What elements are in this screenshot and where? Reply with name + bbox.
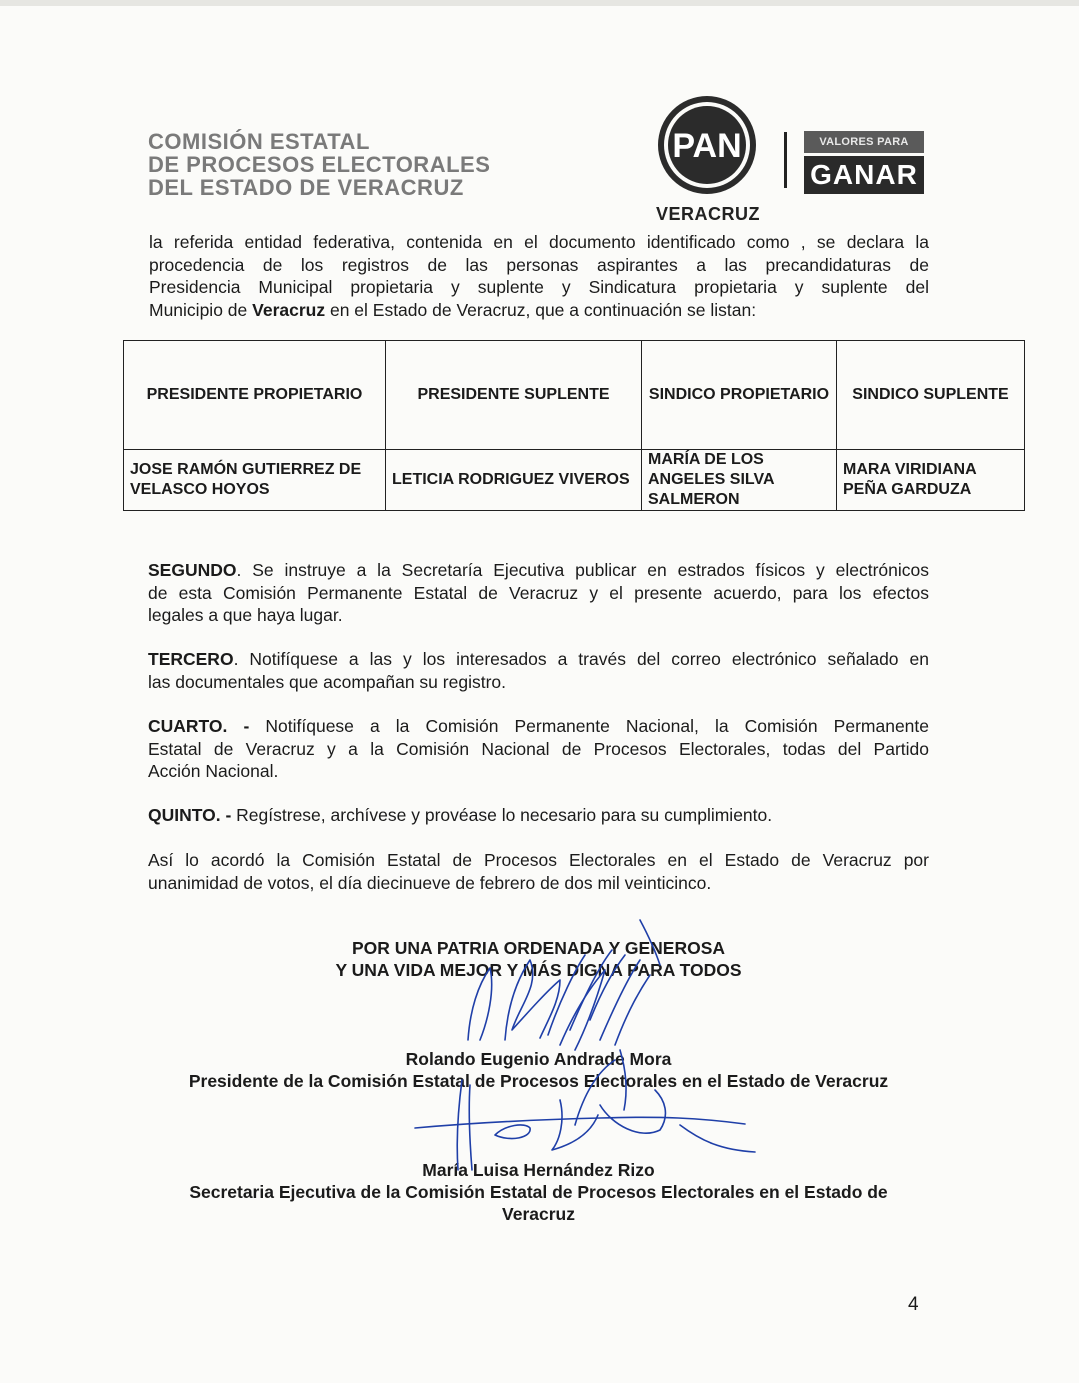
signature-stroke <box>552 1100 598 1150</box>
secretary-name: María Luisa Hernández Rizo <box>422 1160 655 1180</box>
intro-line <box>149 299 929 322</box>
intro-text: Municipio de <box>149 299 253 320</box>
table-cell: JOSE RAMÓN GUTIERREZ DE VELASCO HOYOS <box>124 450 386 511</box>
org-title-line-3: DEL ESTADO DE VERACRUZ <box>148 175 464 200</box>
paragraph-text: . Se instruye a la Secretaría Ejecutiva publicar en estrados físicos y electrónicos <box>236 560 929 580</box>
table-header-cell: PRESIDENTE PROPIETARIO <box>124 341 386 450</box>
signature-stroke <box>495 1125 530 1139</box>
logo-ganar: GANAR <box>804 156 924 194</box>
president-title: Presidente de la Comisión Estatal de Procesos Electorales en el Estado de Veracruz <box>188 1071 889 1091</box>
resolution-label: SEGUNDO <box>148 560 237 580</box>
signature-stroke <box>680 1125 755 1152</box>
table-header-row <box>124 341 1025 450</box>
intro-text: en el Estado de Veracruz, que a continuación se listan: <box>325 299 757 320</box>
paragraph-line: legales a que haya lugar. <box>148 605 343 625</box>
intro-line: Presidencia Municipal propietaria y suplente y Sindicatura propietaria y suplente del <box>149 277 929 297</box>
paragraph-text: Regístrese, archívese y provéase lo necesario para su cumplimiento. <box>231 805 773 825</box>
intro-paragraph <box>149 231 929 321</box>
org-title <box>148 130 490 199</box>
closing-paragraph <box>148 849 929 894</box>
secretary-signatory <box>148 1159 929 1225</box>
table-cell: LETICIA RODRIGUEZ VIVEROS <box>386 450 642 511</box>
paragraph-line: las documentales que acompañan su registro. <box>148 671 506 692</box>
motto-line: Y UNA VIDA MEJOR Y MÁS DIGNA PARA TODOS <box>335 960 742 980</box>
paragraph-text: . Notifíquese a las y los interesados a través del correo electrónico señalado en <box>233 649 929 669</box>
resolution-label: CUARTO. - <box>148 716 250 736</box>
intro-line: procedencia de los registros de las personas aspirantes a las precandidaturas de <box>149 254 929 275</box>
logo-veracruz: VERACRUZ <box>655 204 760 224</box>
page-edge <box>0 0 1079 6</box>
org-title-line-2: DE PROCESOS ELECTORALES <box>148 152 491 177</box>
president-name: Rolando Eugenio Andrade Mora <box>405 1049 672 1069</box>
paragraph-text: Notifíquese a la Comisión Permanente Nacional, la Comisión Permanente <box>249 716 930 736</box>
candidates-table <box>123 340 1025 511</box>
party-motto <box>148 937 929 981</box>
logo-divider <box>784 132 787 188</box>
paragraph-line <box>148 804 929 827</box>
resolution-quinto <box>148 804 929 827</box>
secretary-title: Veracruz <box>502 1204 575 1224</box>
table-header-cell: SINDICO PROPIETARIO <box>642 341 837 450</box>
logo-valores-para: VALORES PARA <box>804 131 924 153</box>
intro-line: la referida entidad federativa, contenida en el documento identificado como , se declara la <box>149 232 929 252</box>
resolution-label: TERCERO <box>148 649 234 669</box>
resolution-tercero <box>148 648 929 693</box>
table-row <box>124 450 1025 511</box>
signature-stroke <box>457 1080 462 1170</box>
table-header-cell: PRESIDENTE SUPLENTE <box>386 341 642 450</box>
pan-logo <box>656 94 926 226</box>
signature-stroke <box>415 1117 745 1128</box>
resolution-cuarto <box>148 715 929 783</box>
paragraph-line: de esta Comisión Permanente Estatal de Veracruz y el presente acuerdo, para los efectos <box>148 582 929 603</box>
table-header-cell: SINDICO SUPLENTE <box>837 341 1025 450</box>
org-title-line-1: COMISIÓN ESTATAL <box>148 129 370 154</box>
paragraph-line: Así lo acordó la Comisión Estatal de Procesos Electorales en el Estado de Veracruz por <box>148 850 929 870</box>
municipality-name: Veracruz <box>252 299 326 320</box>
paragraph-line: Acción Nacional. <box>148 761 279 781</box>
page-number: 4 <box>908 1294 919 1315</box>
secretary-title: Secretaria Ejecutiva de la Comisión Estatal de Procesos Electorales en el Estado de <box>189 1182 888 1202</box>
resolution-label: QUINTO. - <box>148 805 232 825</box>
table-cell: MARÍA DE LOS ANGELES SILVA SALMERON <box>642 450 837 511</box>
paragraph-line: unanimidad de votos, el día diecinueve de febrero de dos mil veinticinco. <box>148 872 712 893</box>
signature-stroke <box>469 1085 472 1170</box>
resolution-segundo <box>148 559 929 627</box>
signature-stroke <box>560 970 605 1050</box>
president-signatory <box>148 1048 929 1092</box>
table-cell: MARA VIRIDIANA PEÑA GARDUZA <box>837 450 1025 511</box>
paragraph-line <box>148 715 929 738</box>
paragraph-line: Estatal de Veracruz y a la Comisión Nacional de Procesos Electorales, todas del Partido <box>148 738 929 759</box>
signature-stroke <box>600 1090 665 1133</box>
paragraph-line <box>148 559 929 582</box>
paragraph-line <box>148 648 929 671</box>
motto-line: POR UNA PATRIA ORDENADA Y GENEROSA <box>351 938 726 958</box>
pan-circle-icon <box>656 94 758 196</box>
pan-logo-text: PAN <box>672 127 742 165</box>
